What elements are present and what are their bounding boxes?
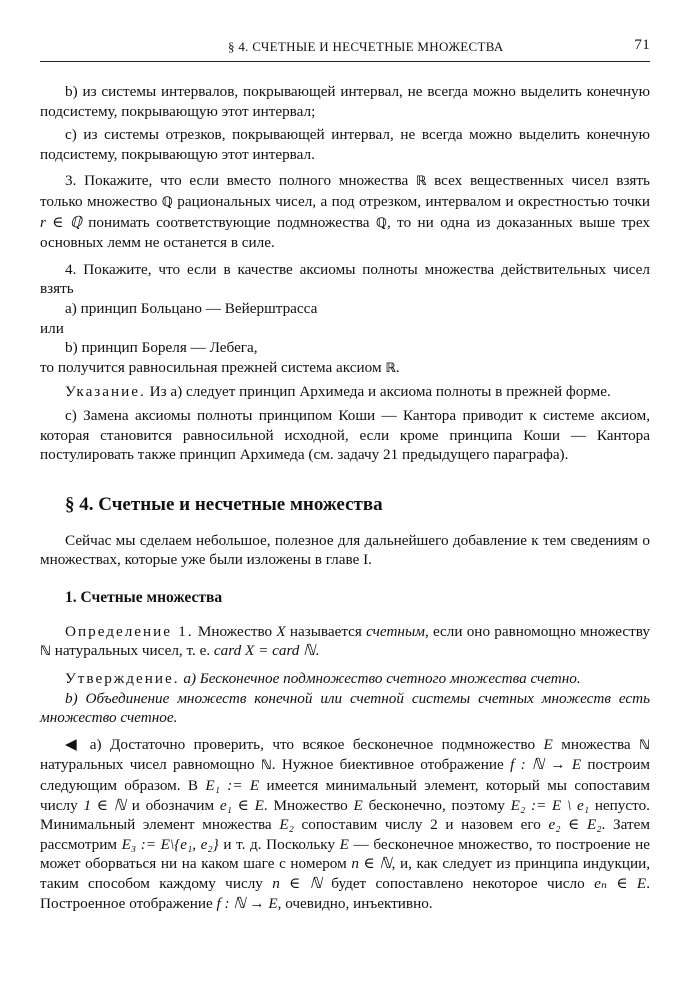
exercise-item-b: b) из системы интервалов, покрывающей интервал, не всегда можно выделить конечную подсистему, покрывающую этот интервал; [40,83,650,120]
hint-paragraph: Указание. Из a) следует принцип Архимеда и аксиома полноты в прежней форме. [65,383,611,401]
running-title: § 4. СЧЕТНЫЕ И НЕСЧЕТНЫЕ МНОЖЕСТВА [228,39,504,54]
subsection-title: 1. Счетные множества [65,588,223,606]
defined-term: счетным [366,622,425,640]
statement-label: Утверждение. [65,670,180,688]
proof-start-icon: ◀ [65,735,82,753]
exercise-4-conclusion: то получится равносильная прежней система аксиом ℝ. [40,358,400,376]
exercise-4-a: a) принцип Больцано — Вейерштрасса [65,299,318,317]
running-head [40,37,650,62]
exercise-3: 3. Покажите, что если вместо полного множества ℝ всех вещественных чисел взять только множество ℚ рациональных чисел, а под отрезком, интервалом и окрестностью точки r ∈ ℚ понимать соответствующие подмножества ℚ, то ни одна из доказанных выше трех основных лемм не останется в силе. [40,172,651,252]
statement-a: Утверждение. a) Бесконечное подмножество счетного множества счетно. [65,670,581,688]
section-title: § 4. Счетные и несчетные множества [65,493,383,515]
section-intro: Сейчас мы сделаем небольшое, полезное для дальнейшего добавление к тем сведениям о множествах, которые уже были изложены в главе I. [40,531,650,569]
page-number: 71 [634,37,650,53]
hint-label: Указание. [65,383,146,401]
definition-label: Определение 1. [65,622,194,640]
exercise-4-b: b) принцип Бореля — Лебега, [65,339,258,357]
exercise-item-c: c) из системы отрезков, покрывающей интервал, не всегда можно выделить конечную подсистему, покрывающую этот интервал. [40,126,650,163]
proof-paragraph: ◀ a) Достаточно проверить, что всякое бесконечное подмножество E множества ℕ натуральных чисел равномощно ℕ. Нужное биективное отображение f : ℕ → E построим следующим образом. В E₁ := E имеется минимальный элемент, который мы сопоставим числу 1 ∈ ℕ и обозначим e₁ ∈ E. Множество E бесконечно, поэтому E₂ := E \ e₁ непусто. Минимальный элемент множества E₂ сопоставим числу 2 и назовем его e₂ ∈ E₂. Затем рассмотрим E₃ := E\{e₁, e₂} и т. д. Поскольку E — бесконечное множество, то построение не может оборваться ни на каком шаге с номером n ∈ ℕ, и, как следует из принципа индукции, таким способом каждому числу n ∈ ℕ будет сопоставлено некоторое число eₙ ∈ E. Построенное отображение f : ℕ → E, очевидно, инъективно. [40,735,651,912]
page-body [40,82,650,913]
exercise-4-c: c) Замена аксиомы полноты принципом Коши — Кантора приводит к системе аксиом, которая становится равносильной исходной, если кроме принципа Коши — Кантора постулировать также принцип Архимеда (см. задачу 21 предыдущего параграфа). [40,406,650,464]
statement-b: b) Объединение множеств конечной или счетной системы счетных множеств есть множество счетное. [40,689,650,727]
exercise-4: 4. Покажите, что если в качестве аксиомы полноты множества действительных чисел взять [40,260,650,298]
exercise-4-or: или [40,319,64,337]
definition-paragraph: Определение 1. Множество X называется счетным, если оно равномощно множеству ℕ натуральных чисел, т. е. card X = card ℕ. [40,622,650,660]
